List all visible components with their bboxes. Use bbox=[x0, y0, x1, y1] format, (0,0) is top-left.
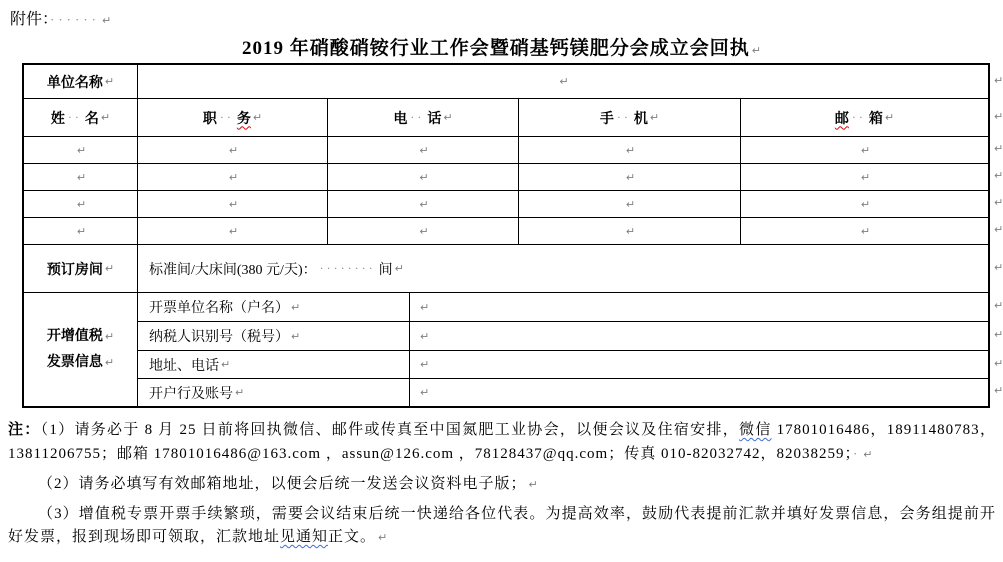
invoice-rows bbox=[138, 293, 988, 406]
paragraph-mark-icon: ↵ bbox=[649, 111, 660, 124]
note-2: （2）请务必填写有效邮箱地址，以便会后统一发送会议资料电子版； ↵ bbox=[38, 476, 538, 492]
attendee-name-cell[interactable] bbox=[24, 218, 138, 245]
misspell-squiggle: 务 bbox=[236, 111, 251, 127]
notes-section bbox=[8, 419, 996, 556]
attendee-phone-cell[interactable] bbox=[328, 191, 519, 218]
paragraph-mark-icon: ↵ bbox=[104, 355, 115, 369]
attendee-email-cell[interactable] bbox=[741, 191, 988, 218]
paragraph-mark-icon: ↵ bbox=[625, 143, 636, 157]
attachment-label: 附件： bbox=[10, 11, 51, 28]
space-marks: ·· bbox=[410, 110, 425, 124]
paragraph-mark-icon: ↵ bbox=[419, 170, 429, 184]
paragraph-mark-icon: ↵ bbox=[104, 262, 115, 275]
attendee-phone-cell[interactable] bbox=[328, 137, 519, 164]
paragraph-mark-icon: ↵ bbox=[860, 170, 871, 184]
grammar-squiggle: 微信 bbox=[739, 422, 772, 438]
paragraph-mark-icon: ↵ bbox=[751, 44, 761, 57]
attendee-email-cell[interactable] bbox=[741, 137, 988, 164]
header-email: 邮 ·· 箱 ↵ bbox=[741, 99, 988, 137]
table-row-attendee bbox=[24, 137, 988, 164]
table-row-unit-name bbox=[24, 65, 988, 99]
attendee-mobile-cell[interactable] bbox=[519, 137, 741, 164]
paragraph-mark-icon: ↵ bbox=[102, 14, 112, 27]
attendee-email-cell[interactable] bbox=[741, 218, 988, 245]
attendee-mobile-cell[interactable] bbox=[519, 218, 741, 245]
row-end-mark-icon: ↵ bbox=[994, 384, 1003, 397]
paragraph-mark-icon: ↵ bbox=[860, 197, 871, 211]
room-content-prefix: 标准间/大床间(380 元/天)： bbox=[149, 262, 317, 278]
paragraph-mark-icon: ↵ bbox=[419, 143, 429, 157]
attendee-name-cell[interactable] bbox=[24, 191, 138, 218]
space-marks: ·· bbox=[219, 110, 234, 124]
space-marks: ·· bbox=[851, 110, 866, 124]
space-marks: ········ bbox=[319, 261, 376, 275]
attendee-position-cell[interactable] bbox=[138, 218, 328, 245]
paragraph-mark-icon: ↵ bbox=[100, 111, 111, 124]
unit-name-input-cell[interactable] bbox=[138, 65, 988, 99]
paragraph-mark-icon: ↵ bbox=[419, 197, 429, 211]
attendee-mobile-cell[interactable] bbox=[519, 191, 741, 218]
header-mobile: 手 ·· 机 ↵ bbox=[519, 99, 741, 137]
paragraph-mark-icon: ↵ bbox=[625, 197, 636, 211]
invoice-row-tax-id bbox=[138, 322, 988, 351]
table-row-attendee bbox=[24, 191, 988, 218]
row-end-mark-icon: ↵ bbox=[994, 110, 1003, 123]
header-position: 职 ·· 务 ↵ bbox=[138, 99, 328, 137]
invoice-field-label: 地址、电话 ↵ bbox=[138, 351, 410, 378]
invoice-section bbox=[24, 293, 988, 406]
row-end-mark-icon: ↵ bbox=[994, 142, 1003, 155]
invoice-label-cell bbox=[24, 293, 138, 406]
paragraph-mark-icon: ↵ bbox=[228, 143, 239, 157]
invoice-row-bank-account bbox=[138, 379, 988, 406]
invoice-row-address-phone bbox=[138, 351, 988, 379]
attendee-name-cell[interactable] bbox=[24, 164, 138, 191]
attendee-position-cell[interactable] bbox=[138, 137, 328, 164]
note-3: （3）增值税专票开票手续繁琐，需要会议结束后统一快递给各位代表。为提高效率，鼓励代表提前汇款并填好发票信息，会务组提前开好发票，报到现场即可领取，汇款地址见通知正文。 ↵ bbox=[8, 506, 996, 545]
header-phone: 电 ·· 话 ↵ bbox=[328, 99, 519, 137]
paragraph-mark-icon: ↵ bbox=[860, 224, 871, 238]
paragraph-mark-icon: ↵ bbox=[221, 358, 231, 371]
attendee-phone-cell[interactable] bbox=[328, 218, 519, 245]
row-end-mark-icon: ↵ bbox=[994, 169, 1003, 182]
table-row-attendee bbox=[24, 164, 988, 191]
invoice-field-input-cell[interactable] bbox=[410, 351, 988, 378]
space-mark: · bbox=[852, 446, 862, 461]
paragraph-mark-icon: ↵ bbox=[291, 329, 301, 343]
paragraph-mark-icon: ↵ bbox=[528, 478, 538, 491]
invoice-field-label: 纳税人识别号（税号） ↵ bbox=[138, 322, 410, 350]
invoice-field-input-cell[interactable] bbox=[410, 379, 988, 406]
reply-form-table bbox=[22, 63, 990, 408]
row-end-mark-icon: ↵ bbox=[994, 196, 1003, 209]
note-1: 注：（1）请务必于 8 月 25 日前将回执微信、邮件或传真至中国氮肥工业协会，以便会议及住宿安排，微信 17801016486，18911480783，13811206755；邮箱 17801016486@163.com ，assun@126.com ，78128437@qq.com；传真 010-82032742，82038259；· ↵ bbox=[8, 422, 996, 462]
header-name: 姓 ·· 名 ↵ bbox=[24, 99, 138, 137]
space-marks: ·· bbox=[67, 110, 82, 124]
attendee-name-cell[interactable] bbox=[24, 137, 138, 164]
paragraph-mark-icon: ↵ bbox=[76, 170, 87, 184]
paragraph-mark-icon: ↵ bbox=[228, 224, 239, 238]
room-content-suffix: 间 bbox=[378, 262, 393, 278]
table-row-attendee bbox=[24, 218, 988, 245]
paragraph-mark-icon: ↵ bbox=[420, 300, 430, 314]
paragraph-mark-icon: ↵ bbox=[394, 262, 404, 275]
row-end-mark-icon: ↵ bbox=[994, 299, 1003, 312]
attendee-mobile-cell[interactable] bbox=[519, 164, 741, 191]
room-label: 预订房间 bbox=[46, 262, 103, 278]
page-title-text: 2019 年硝酸硝铵行业工作会暨硝基钙镁肥分会成立会回执 bbox=[242, 38, 750, 59]
invoice-field-input-cell[interactable] bbox=[410, 293, 988, 321]
paragraph-mark-icon: ↵ bbox=[235, 386, 245, 399]
paragraph-mark-icon: ↵ bbox=[252, 111, 263, 124]
row-end-mark-icon: ↵ bbox=[994, 357, 1003, 370]
paragraph-mark-icon: ↵ bbox=[420, 358, 430, 371]
attendee-position-cell[interactable] bbox=[138, 191, 328, 218]
paragraph-mark-icon: ↵ bbox=[625, 224, 636, 238]
invoice-row-account-name bbox=[138, 293, 988, 322]
paragraph-mark-icon: ↵ bbox=[104, 329, 115, 343]
paragraph-mark-icon: ↵ bbox=[228, 197, 239, 211]
paragraph-mark-icon: ↵ bbox=[884, 111, 895, 124]
note-lead: 注： bbox=[8, 422, 41, 438]
unit-name-label: 单位名称 bbox=[46, 75, 103, 91]
paragraph-mark-icon: ↵ bbox=[76, 197, 87, 211]
paragraph-mark-icon: ↵ bbox=[860, 143, 871, 157]
attendee-email-cell[interactable] bbox=[741, 164, 988, 191]
attendee-phone-cell[interactable] bbox=[328, 164, 519, 191]
paragraph-mark-icon: ↵ bbox=[420, 329, 430, 343]
space-marks: ·· bbox=[616, 110, 631, 124]
paragraph-mark-icon: ↵ bbox=[420, 386, 430, 399]
table-row-room bbox=[24, 245, 988, 293]
row-end-mark-icon: ↵ bbox=[994, 74, 1003, 87]
invoice-field-input-cell[interactable] bbox=[410, 322, 988, 350]
attendee-position-cell[interactable] bbox=[138, 164, 328, 191]
room-input-cell[interactable] bbox=[138, 245, 988, 293]
paragraph-mark-icon: ↵ bbox=[228, 170, 239, 184]
paragraph-mark-icon: ↵ bbox=[104, 75, 115, 88]
invoice-field-label: 开户行及账号 ↵ bbox=[138, 379, 410, 406]
row-end-mark-icon: ↵ bbox=[994, 223, 1003, 236]
paragraph-mark-icon: ↵ bbox=[76, 224, 87, 238]
paragraph-mark-icon: ↵ bbox=[419, 224, 429, 238]
paragraph-mark-icon: ↵ bbox=[291, 300, 301, 314]
paragraph-mark-icon: ↵ bbox=[863, 448, 873, 461]
page-title bbox=[0, 33, 1003, 60]
row-end-mark-icon: ↵ bbox=[994, 261, 1003, 274]
misspell-squiggle: 邮 bbox=[834, 111, 849, 127]
space-marks: ······ bbox=[50, 12, 100, 27]
invoice-field-label: 开票单位名称（户名） ↵ bbox=[138, 293, 410, 321]
room-label-cell bbox=[24, 245, 138, 293]
paragraph-mark-icon: ↵ bbox=[625, 170, 636, 184]
paragraph-mark-icon: ↵ bbox=[76, 143, 87, 157]
invoice-label-line1: 开增值税 bbox=[46, 328, 103, 344]
invoice-label-line2: 发票信息 bbox=[46, 354, 103, 370]
paragraph-mark-icon: ↵ bbox=[378, 531, 388, 544]
paragraph-mark-icon: ↵ bbox=[559, 75, 569, 88]
table-header-row bbox=[24, 99, 988, 137]
row-end-mark-icon: ↵ bbox=[994, 328, 1003, 341]
paragraph-mark-icon: ↵ bbox=[443, 111, 453, 124]
grammar-squiggle: 见通知 bbox=[280, 529, 329, 545]
attachment-line bbox=[10, 6, 111, 29]
unit-name-label-cell bbox=[24, 65, 138, 99]
